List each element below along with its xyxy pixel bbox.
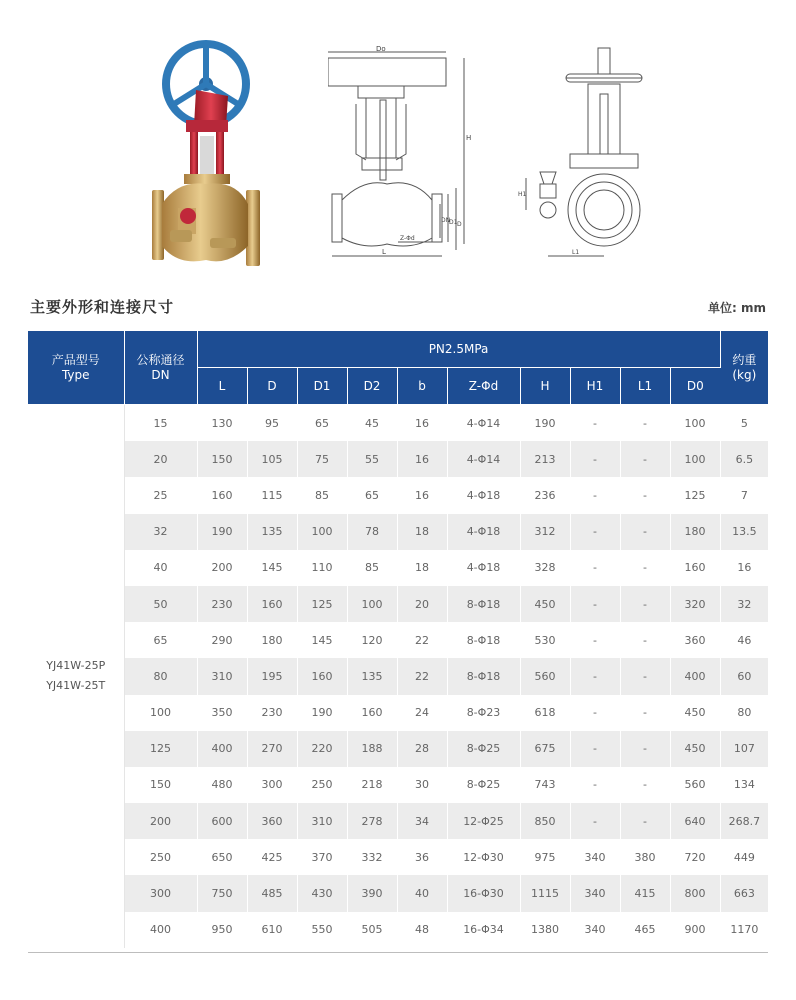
dimension-table <box>28 331 768 948</box>
header-dn: 公称通径 DN <box>124 331 197 405</box>
table-cell: 290 <box>197 622 247 658</box>
table-cell: 50 <box>124 586 197 622</box>
table-cell: - <box>620 731 670 767</box>
table-bottom-rule <box>28 952 768 953</box>
table-cell: 7 <box>740 488 748 502</box>
table-cell: 16 <box>397 405 447 442</box>
header-col: D0 <box>670 368 720 405</box>
table-cell: 8-Φ18 <box>447 586 520 622</box>
table-row <box>28 839 768 875</box>
table-cell: 415 <box>620 875 670 911</box>
table-cell: 720 <box>670 839 720 875</box>
table-cell: - <box>570 622 620 658</box>
table-cell: - <box>620 622 670 658</box>
table-cell: 450 <box>520 586 570 622</box>
table-cell: 22 <box>397 622 447 658</box>
table-cell: 8-Φ25 <box>447 731 520 767</box>
header-col: L <box>197 368 247 405</box>
table-cell: 78 <box>347 514 397 550</box>
unit-label: 单位: mm <box>708 301 766 315</box>
table-cell: 16 <box>397 441 447 477</box>
table-cell: 180 <box>247 622 297 658</box>
table-cell: 4-Φ14 <box>447 441 520 477</box>
table-cell: 160 <box>247 586 297 622</box>
table-cell: - <box>570 477 620 513</box>
table-row <box>28 405 768 442</box>
table-cell: 100 <box>124 695 197 731</box>
table-cell: 560 <box>520 658 570 694</box>
table-cell: 32 <box>124 514 197 550</box>
table-cell: 250 <box>297 767 347 803</box>
table-cell: 550 <box>297 912 347 948</box>
table-cell: 40 <box>397 875 447 911</box>
table-cell: 190 <box>520 405 570 442</box>
table-cell: 485 <box>247 875 297 911</box>
table-cell: 135 <box>347 658 397 694</box>
table-cell: 380 <box>620 839 670 875</box>
table-cell: - <box>570 441 620 477</box>
table-cell: 4-Φ18 <box>447 550 520 586</box>
table-cell: - <box>620 514 670 550</box>
table-cell: 300 <box>247 767 297 803</box>
table-cell: 105 <box>247 441 297 477</box>
table-cell: 190 <box>197 514 247 550</box>
table-row <box>28 658 768 694</box>
table-cell: 200 <box>197 550 247 586</box>
table-cell: 40 <box>124 550 197 586</box>
table-cell: - <box>570 695 620 731</box>
table-cell: 12-Φ30 <box>447 839 520 875</box>
table-cell: 145 <box>247 550 297 586</box>
table-cell: 1380 <box>520 912 570 948</box>
table-cell: 22 <box>397 658 447 694</box>
table-row <box>28 767 768 803</box>
table-cell: 360 <box>247 803 297 839</box>
table-cell: 328 <box>520 550 570 586</box>
table-cell: 1170 <box>730 923 759 937</box>
table-cell: - <box>570 550 620 586</box>
table-cell: 95 <box>247 405 297 442</box>
table-cell: - <box>620 658 670 694</box>
header-col: H1 <box>570 368 620 405</box>
table-cell: 450 <box>670 731 720 767</box>
table-cell: 743 <box>520 767 570 803</box>
table-cell: - <box>570 767 620 803</box>
table-cell: 400 <box>124 912 197 948</box>
table-cell: 20 <box>397 586 447 622</box>
table-cell: 360 <box>670 622 720 658</box>
do-label: Do <box>376 45 386 53</box>
header-weight: 约重 (kg) <box>720 331 768 405</box>
table-cell: 65 <box>124 622 197 658</box>
table-cell: 120 <box>347 622 397 658</box>
header-model: 产品型号 Type <box>28 331 124 405</box>
table-cell: 20 <box>124 441 197 477</box>
table-row <box>28 695 768 731</box>
table-cell: 390 <box>347 875 397 911</box>
dn-label: DN <box>441 217 451 224</box>
front-drawing <box>328 44 474 266</box>
table-cell: 80 <box>737 706 752 720</box>
table-cell: - <box>570 514 620 550</box>
table-cell: 900 <box>670 912 720 948</box>
table-cell: 8-Φ25 <box>447 767 520 803</box>
table-cell: 24 <box>397 695 447 731</box>
h1-label: H1 <box>518 191 527 198</box>
table-cell: 130 <box>197 405 247 442</box>
table-row <box>28 622 768 658</box>
table-cell: 350 <box>197 695 247 731</box>
table-cell: 160 <box>670 550 720 586</box>
table-cell: 85 <box>297 477 347 513</box>
table-cell: 4-Φ18 <box>447 477 520 513</box>
table-cell: 15 <box>124 405 197 442</box>
table-cell: - <box>570 731 620 767</box>
header-col: Z-Φd <box>447 368 520 405</box>
table-cell: 100 <box>670 405 720 442</box>
table-cell: 48 <box>397 912 447 948</box>
header-col: H <box>520 368 570 405</box>
table-cell: - <box>620 695 670 731</box>
table-cell: 220 <box>297 731 347 767</box>
table-cell: 65 <box>297 405 347 442</box>
table-cell: 340 <box>570 839 620 875</box>
header-col: D2 <box>347 368 397 405</box>
table-cell: 16-Φ30 <box>447 875 520 911</box>
table-cell: 16-Φ34 <box>447 912 520 948</box>
table-cell: 32 <box>720 586 768 622</box>
table-cell: 12-Φ25 <box>447 803 520 839</box>
table-cell: 370 <box>297 839 347 875</box>
table-cell: 230 <box>247 695 297 731</box>
table-cell: 340 <box>570 875 620 911</box>
table-cell: 250 <box>124 839 197 875</box>
table-cell: 60 <box>720 658 768 694</box>
table-cell: 270 <box>247 731 297 767</box>
l1-label: L1 <box>572 249 580 256</box>
h-label: H <box>466 134 472 142</box>
table-cell: 13.5 <box>720 514 768 550</box>
table-cell: - <box>620 441 670 477</box>
table-cell: 450 <box>670 695 720 731</box>
table-row <box>28 550 768 586</box>
table-cell: 16 <box>737 561 752 575</box>
table-cell: 160 <box>347 695 397 731</box>
table-cell: 6.5 <box>720 441 768 477</box>
header-col: D1 <box>297 368 347 405</box>
table-cell: 5 <box>740 416 748 430</box>
table-cell: 800 <box>670 875 720 911</box>
table-cell: 180 <box>670 514 720 550</box>
table-row <box>28 441 768 477</box>
table-cell: - <box>570 586 620 622</box>
table-cell: 135 <box>247 514 297 550</box>
table-cell: 46 <box>737 633 752 647</box>
table-cell: 8-Φ23 <box>447 695 520 731</box>
table-cell: 55 <box>347 441 397 477</box>
table-cell: 160 <box>197 477 247 513</box>
table-cell: 190 <box>297 695 347 731</box>
table-cell: 230 <box>197 586 247 622</box>
table-cell: 332 <box>347 839 397 875</box>
table-cell: 600 <box>197 803 247 839</box>
table-cell: 45 <box>347 405 397 442</box>
table-cell: 340 <box>570 912 620 948</box>
table-cell: 400 <box>670 658 720 694</box>
table-cell: 110 <box>297 550 347 586</box>
valve-photo <box>148 40 268 268</box>
table-row <box>28 477 768 513</box>
side-drawing <box>518 44 668 266</box>
table-cell: 236 <box>520 477 570 513</box>
table-cell: 300 <box>124 875 197 911</box>
l-label: L <box>382 248 386 256</box>
table-cell: 218 <box>347 767 397 803</box>
table-cell: - <box>620 767 670 803</box>
table-cell: 188 <box>347 731 397 767</box>
table-cell: 25 <box>124 477 197 513</box>
table-cell: 8-Φ18 <box>447 622 520 658</box>
table-cell: 18 <box>397 550 447 586</box>
table-cell: 125 <box>297 586 347 622</box>
table-cell: - <box>620 803 670 839</box>
header-col: D <box>247 368 297 405</box>
table-cell: - <box>620 586 670 622</box>
table-cell: 100 <box>297 514 347 550</box>
table-cell: 16 <box>397 477 447 513</box>
table-cell: 320 <box>670 586 720 622</box>
table-cell: 100 <box>347 586 397 622</box>
d1-label: D1 <box>449 219 458 226</box>
table-cell: - <box>620 550 670 586</box>
table-cell: 100 <box>670 441 720 477</box>
table-cell: 125 <box>670 477 720 513</box>
table-cell: 34 <box>397 803 447 839</box>
table-cell: 213 <box>520 441 570 477</box>
header-pressure: PN2.5MPa <box>197 331 720 368</box>
table-cell: 4-Φ14 <box>447 405 520 442</box>
table-cell: 75 <box>297 441 347 477</box>
table-cell: - <box>570 658 620 694</box>
table-cell: - <box>620 477 670 513</box>
table-cell: 750 <box>197 875 247 911</box>
table-cell: 4-Φ18 <box>447 514 520 550</box>
table-cell: 950 <box>197 912 247 948</box>
table-cell: - <box>570 803 620 839</box>
table-cell: 65 <box>347 477 397 513</box>
z-phi-d-label: Z-Φd <box>400 235 415 242</box>
header-col: L1 <box>620 368 670 405</box>
table-cell: 200 <box>124 803 197 839</box>
table-row <box>28 803 768 839</box>
table-cell: 425 <box>247 839 297 875</box>
table-cell: 18 <box>397 514 447 550</box>
table-cell: 400 <box>197 731 247 767</box>
table-cell: 125 <box>124 731 197 767</box>
table-cell: 480 <box>197 767 247 803</box>
table-cell: 195 <box>247 658 297 694</box>
table-cell: - <box>570 405 620 442</box>
table-cell: 310 <box>297 803 347 839</box>
section-title: 主要外形和连接尺寸 <box>30 298 175 316</box>
table-cell: 80 <box>124 658 197 694</box>
product-figures <box>0 0 796 280</box>
table-cell: 160 <box>297 658 347 694</box>
model-name: YJ41W-25P YJ41W-25T <box>28 405 124 948</box>
table-cell: 449 <box>733 850 755 864</box>
table-cell: - <box>620 405 670 442</box>
table-cell: 640 <box>670 803 720 839</box>
table-cell: 134 <box>733 778 755 792</box>
table-cell: 85 <box>347 550 397 586</box>
table-cell: 650 <box>197 839 247 875</box>
table-cell: 618 <box>520 695 570 731</box>
table-cell: 150 <box>197 441 247 477</box>
table-cell: 8-Φ18 <box>447 658 520 694</box>
table-row <box>28 875 768 911</box>
table-cell: 975 <box>520 839 570 875</box>
table-cell: 312 <box>520 514 570 550</box>
table-cell: 278 <box>347 803 397 839</box>
table-cell: 1115 <box>520 875 570 911</box>
table-row <box>28 586 768 622</box>
table-row <box>28 514 768 550</box>
table-cell: 115 <box>247 477 297 513</box>
table-cell: 36 <box>397 839 447 875</box>
table-row <box>28 731 768 767</box>
header-col: b <box>397 368 447 405</box>
table-cell: 107 <box>720 731 768 767</box>
table-cell: 850 <box>520 803 570 839</box>
table-cell: 145 <box>297 622 347 658</box>
table-cell: 663 <box>720 875 768 911</box>
table-cell: 28 <box>397 731 447 767</box>
table-cell: 310 <box>197 658 247 694</box>
table-cell: 150 <box>124 767 197 803</box>
d-label: D <box>457 221 462 228</box>
table-cell: 610 <box>247 912 297 948</box>
table-cell: 560 <box>670 767 720 803</box>
table-cell: 505 <box>347 912 397 948</box>
table-cell: 675 <box>520 731 570 767</box>
table-cell: 268.7 <box>720 803 768 839</box>
table-cell: 530 <box>520 622 570 658</box>
table-cell: 430 <box>297 875 347 911</box>
table-cell: 465 <box>620 912 670 948</box>
table-row <box>28 912 768 948</box>
table-cell: 30 <box>397 767 447 803</box>
